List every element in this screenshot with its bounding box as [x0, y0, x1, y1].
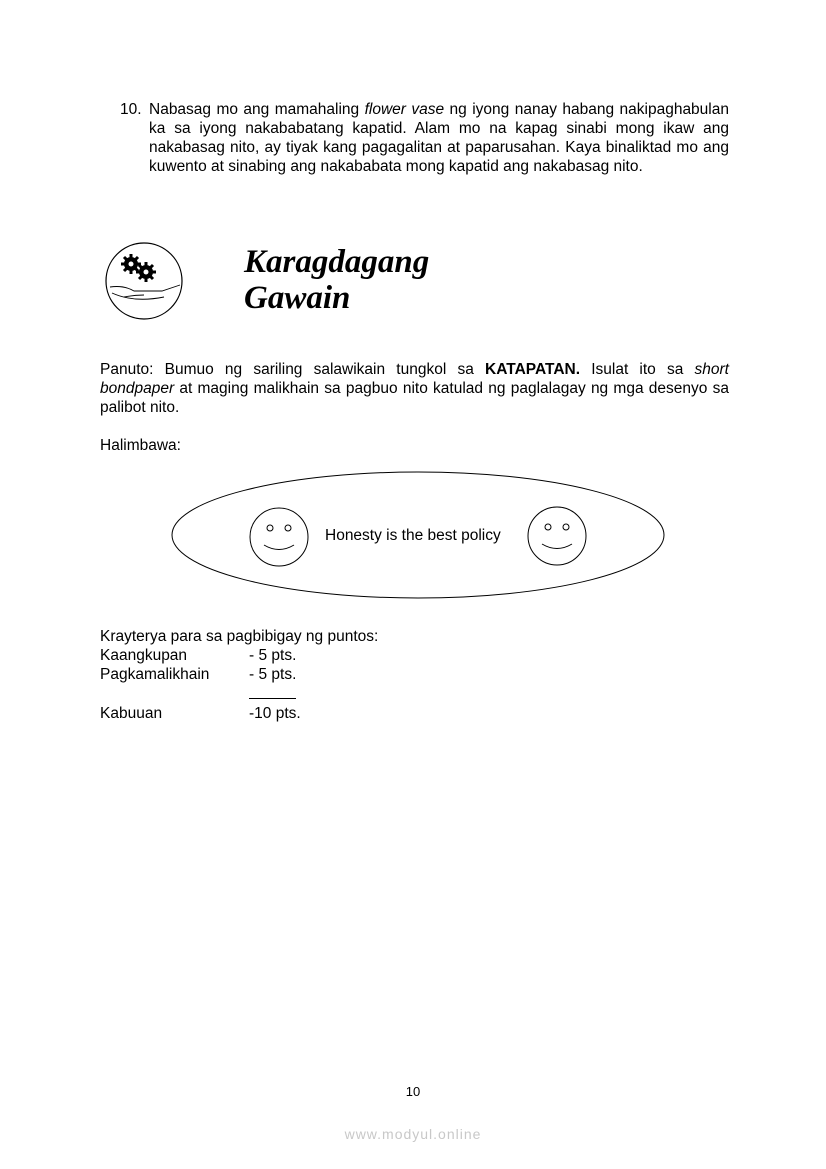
example-text: Honesty is the best policy: [325, 527, 501, 544]
italic-text: flower vase: [364, 101, 445, 118]
text: Isulat ito sa: [580, 361, 695, 378]
smiley-icon: [250, 508, 308, 566]
title-line-1: Karagdagang: [244, 244, 430, 280]
instructions: [100, 360, 729, 417]
total-points: -10 pts.: [249, 705, 301, 722]
criteria-name: Kaangkupan: [100, 647, 188, 664]
item-number: 10.: [120, 101, 142, 118]
criteria-points: - 5 pts.: [249, 647, 297, 664]
item-text: [149, 100, 729, 176]
criteria-row: [100, 646, 296, 665]
criteria-points: - 5 pts.: [249, 666, 297, 683]
gears-in-hand-icon: [104, 241, 184, 321]
criteria-name: Pagkamalikhain: [100, 666, 210, 683]
text: Nabasag mo ang mamahaling: [149, 101, 365, 118]
smiley-icon: [528, 507, 586, 565]
text: Panuto: Bumuo ng sariling salawikain tungkol sa: [100, 361, 486, 378]
text: ng iyong nanay habang nakipaghabulan ka sa iyong nakababatang kapatid. Alam mo na kapag sinabi mong ikaw ang nakabasag nito, ay tiyak kang pagagalitan at paparusahan. Kaya binaliktad mo ang kuwento at sinabing ang nakababata mong kapatid ang nakabasag nito.: [149, 101, 729, 175]
criteria-row: [100, 665, 296, 684]
criteria-total: [100, 704, 301, 723]
italic-text: short bondpaper: [100, 361, 729, 397]
text: at maging malikhain sa pagbuo nito katulad ng paglalagay ng mga desenyo sa palibot nito.: [100, 380, 729, 416]
page-number: 10: [405, 1084, 421, 1099]
bold-text: KATAPATAN.: [485, 361, 581, 378]
total-rule: [249, 698, 296, 699]
section-title: [244, 244, 429, 316]
total-name: Kabuuan: [100, 705, 163, 722]
criteria-heading: Krayterya para sa pagbibigay ng puntos:: [100, 628, 379, 645]
item-10: [120, 100, 729, 176]
watermark: www.modyul.online: [344, 1126, 482, 1142]
title-line-2: Gawain: [244, 280, 351, 316]
example-label: Halimbawa:: [100, 437, 181, 454]
